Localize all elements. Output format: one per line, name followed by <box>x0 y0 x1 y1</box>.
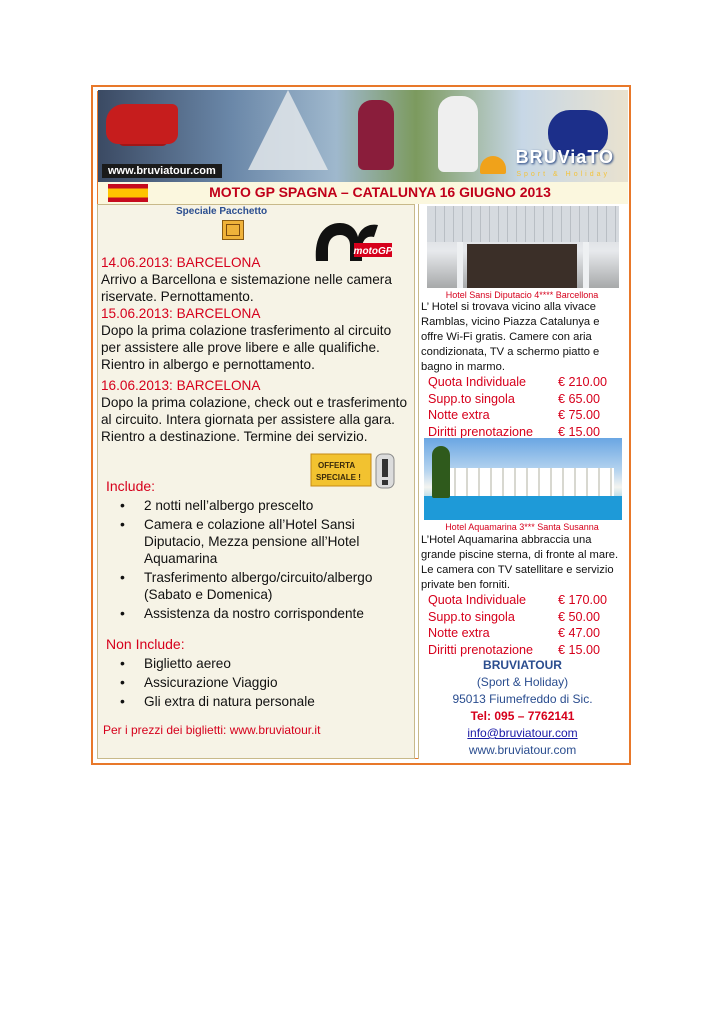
price-label: Notte extra <box>428 408 490 422</box>
itinerary-text: Arrivo a Barcellona e sistemazione nelle camera riservate. Pernottamento. <box>101 272 392 304</box>
include-heading: Include: <box>106 478 156 494</box>
package-icon <box>222 220 244 240</box>
list-item: • Assicurazione Viaggio <box>120 674 410 691</box>
non-include-list <box>120 655 410 712</box>
hotel-aquamarina-photo <box>424 438 622 520</box>
company-address: 95013 Fiumefreddo di Sic. <box>452 692 593 706</box>
price-value: € 210.00 <box>558 375 608 389</box>
itinerary-date: 14.06.2013: BARCELONA <box>101 255 261 270</box>
price-value: € 47.00 <box>558 626 601 640</box>
include-list <box>120 497 410 624</box>
company-name: BRUVIATOUR <box>483 658 562 672</box>
brand-logo-icon <box>480 156 506 174</box>
price-value: € 65.00 <box>558 391 601 406</box>
list-item: • Biglietto aereo <box>120 655 410 672</box>
price-row <box>428 642 618 659</box>
price-label: Quota Individuale <box>428 375 527 389</box>
list-item: • Assistenza da nostro corrispondente <box>120 605 410 622</box>
list-item: • 2 notti nell’albergo prescelto <box>120 497 410 514</box>
itinerary-date: 16.06.2013: BARCELONA <box>101 378 261 393</box>
header-banner <box>98 90 628 182</box>
offerta-speciale-badge <box>310 452 398 490</box>
itinerary-text: Dopo la prima colazione trasferimento al circuito per assistere alle prove libere e alle qualifiche. Rientro in albergo e pernottamento. <box>101 323 392 372</box>
contact-block <box>418 657 627 759</box>
list-item: • Camera e colazione all’Hotel Sansi Diputacio, Mezza pensione all’Hotel Aquamarina <box>120 516 410 567</box>
price-value: € 50.00 <box>558 609 601 624</box>
price-row <box>428 391 618 408</box>
price-value: € 15.00 <box>558 424 601 439</box>
hotel-aquamarina-caption: Hotel Aquamarina 3*** Santa Susanna <box>445 522 599 532</box>
spain-flag-icon <box>108 184 148 202</box>
offerta-line-2: SPECIALE ! <box>316 473 361 482</box>
itinerary-text: Dopo la prima colazione, check out e trasferimento al circuito. Intera giornata per assistere alla gara. Rientro a destinazione. Termine dei servizio. <box>101 395 408 444</box>
list-item: • Trasferimento albergo/circuito/albergo (Sabato e Domenica) <box>120 569 410 603</box>
company-website-link[interactable]: www.bruviatour.com <box>468 743 577 757</box>
price-row <box>428 592 618 609</box>
company-tagline: (Sport & Holiday) <box>476 675 569 689</box>
price-row <box>428 609 618 626</box>
list-item: • Gli extra di natura personale <box>120 693 410 710</box>
price-row <box>428 407 618 424</box>
hotel-sansi-description: L’ Hotel si trovava vicino alla vivace Ramblas, vicino Piazza Catalunya e offre Wi-Fi gratis. Camere con aria condizionata, TV a schermo piatto e bagno in marmo. <box>421 301 600 373</box>
price-label: Notte extra <box>428 626 490 640</box>
tennis-player-image <box>438 96 478 172</box>
itinerary-day-2 <box>101 305 409 373</box>
price-label: Diritti prenotazione <box>428 424 533 439</box>
price-row <box>428 374 618 391</box>
offerta-line-1: OFFERTA <box>318 461 356 470</box>
brand-logo-text: BRUViaTO <box>515 147 614 167</box>
itinerary-day-3 <box>101 377 409 445</box>
motogp-logo-text: motoGP <box>353 246 393 257</box>
price-label: Quota Individuale <box>428 593 527 607</box>
non-include-heading: Non Include: <box>106 636 185 652</box>
speciale-label: Speciale Pacchetto <box>176 206 268 217</box>
itinerary-date: 15.06.2013: BARCELONA <box>101 306 261 321</box>
sailboat-image <box>248 90 328 170</box>
price-label: Supp.to singola <box>428 391 515 406</box>
price-label: Supp.to singola <box>428 609 515 624</box>
hotel-sansi-photo <box>427 206 619 288</box>
prezzi-note: Per i prezzi dei biglietti: www.bruviatour.it <box>103 723 321 737</box>
hotel-aquamarina-prices <box>428 592 618 658</box>
hotel-sansi-prices <box>428 374 618 440</box>
company-email-link[interactable]: info@bruviatour.com <box>467 726 578 740</box>
page-title: MOTO GP SPAGNA – CATALUNYA 16 GIUGNO 2013 <box>209 184 551 200</box>
price-label: Diritti prenotazione <box>428 642 533 657</box>
football-player-image <box>358 100 394 170</box>
itinerary-day-1 <box>101 254 409 305</box>
brand-logo-subtitle: Sport & Holiday <box>516 171 610 178</box>
price-row <box>428 625 618 642</box>
hotel-sansi-caption: Hotel Sansi Diputacio 4**** Barcellona <box>445 290 599 300</box>
price-value: € 75.00 <box>558 408 601 422</box>
company-phone: Tel: 095 – 7762141 <box>470 709 575 723</box>
price-value: € 170.00 <box>558 593 608 607</box>
race-car-image <box>106 104 178 144</box>
hotel-aquamarina-description: L’Hotel Aquamarina abbraccia una grande piscine sterna, di fronte al mare. Le camera con TV satellitare e servizio private ben forniti. <box>421 534 619 591</box>
banner-url[interactable]: www.bruviatour.com <box>102 164 222 178</box>
price-value: € 15.00 <box>558 642 601 657</box>
